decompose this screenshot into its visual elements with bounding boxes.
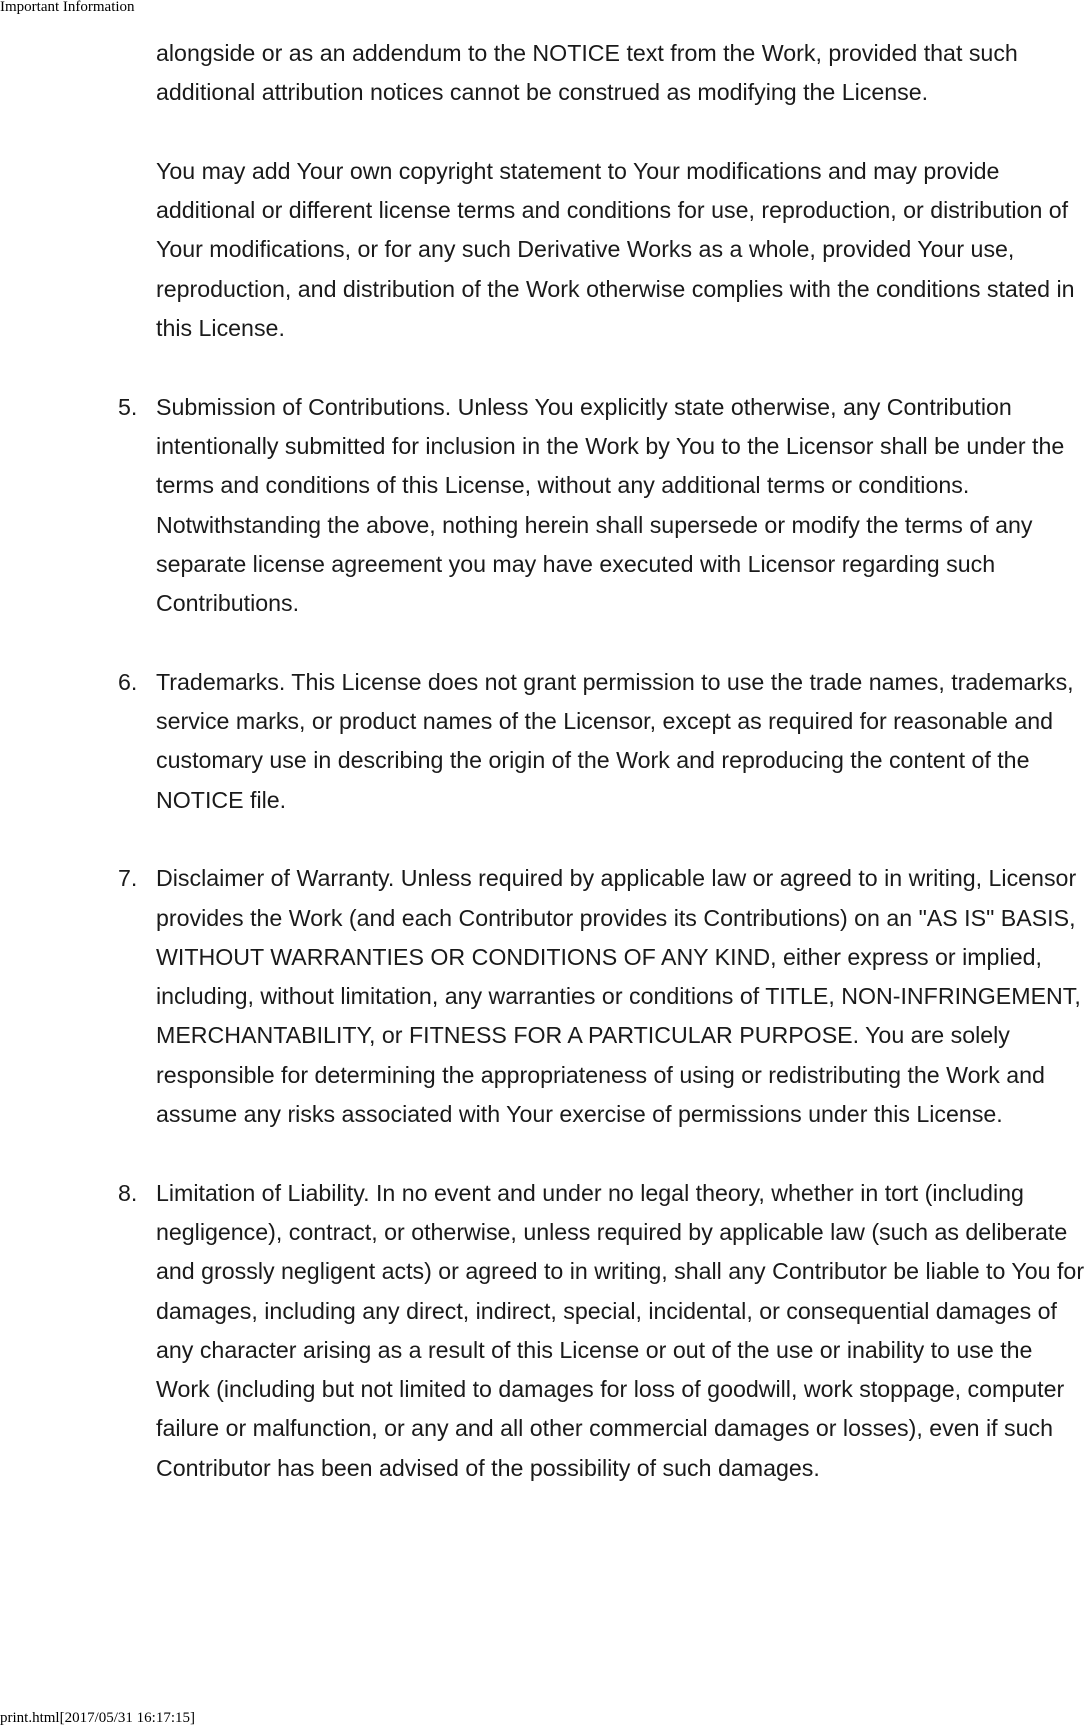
continuation-paragraph: You may add Your own copyright statement to Your modifications and may provide additional or different license terms and conditions for use, reproduction, or distribution of Your modifications, or for any such Derivative Works as a whole, provided Your use, reproduction, and distribution of the Work otherwise complies with the conditions stated in this License. <box>156 157 1075 342</box>
section-number: 7. <box>118 865 138 892</box>
license-document <box>0 34 1091 1527</box>
section-text: Trademarks. This License does not grant permission to use the trade names, trademarks, service marks, or product names of the Licensor, except as required for reasonable and customary use in describing the origin of the Work and reproducing the content of the NOTICE file. <box>156 668 1074 813</box>
license-sections-list <box>0 388 1091 1488</box>
section-text: Submission of Contributions. Unless You explicitly state otherwise, any Contribution intentionally submitted for inclusion in the Work by You to the Licensor shall be under the terms and conditions of this License, without any additional terms or conditions. Notwithstanding the above, nothing herein shall supersede or modify the terms of any separate license agreement you may have executed with Licensor regarding such Contributions. <box>156 393 1065 617</box>
license-section <box>118 1174 1090 1488</box>
section-text: Disclaimer of Warranty. Unless required by applicable law or agreed to in writing, Licensor provides the Work (and each Contributor provides its Contributions) on an "AS IS" BASIS, WITHOUT WARRANTIES OR CONDITIONS OF ANY KIND, either express or implied, including, without limitation, any warranties or conditions of TITLE, NON-INFRINGEMENT, MERCHANTABILITY, or FITNESS FOR A PARTICULAR PURPOSE. You are solely responsible for determining the appropriateness of using or redistributing the Work and assume any risks associated with Your exercise of permissions under this License. <box>156 865 1081 1128</box>
section-number: 6. <box>118 668 138 695</box>
license-section <box>118 663 1090 820</box>
print-footer-source: print.html[2017/05/31 16:17:15] <box>0 1710 195 1726</box>
section-number: 8. <box>118 1179 138 1206</box>
license-section <box>118 388 1090 624</box>
print-header-title: Important Information <box>0 0 135 15</box>
section-number: 5. <box>118 393 138 420</box>
section-text: Limitation of Liability. In no event and under no legal theory, whether in tort (including negligence), contract, or otherwise, unless required by applicable law (such as deliberate and grossly negligent acts) or agreed to in writing, shall any Contributor be liable to You for damages, including any direct, indirect, special, incidental, or consequential damages of any character arising as a result of this License or out of the use or inability to use the Work (including but not limited to damages for loss of goodwill, work stoppage, computer failure or malfunction, or any and all other commercial damages or losses), even if such Contributor has been advised of the possibility of such damages. <box>156 1179 1085 1481</box>
license-section <box>118 859 1090 1134</box>
continuation-paragraph: alongside or as an addendum to the NOTICE text from the Work, provided that such additional attribution notices cannot be construed as modifying the License. <box>156 40 1018 106</box>
